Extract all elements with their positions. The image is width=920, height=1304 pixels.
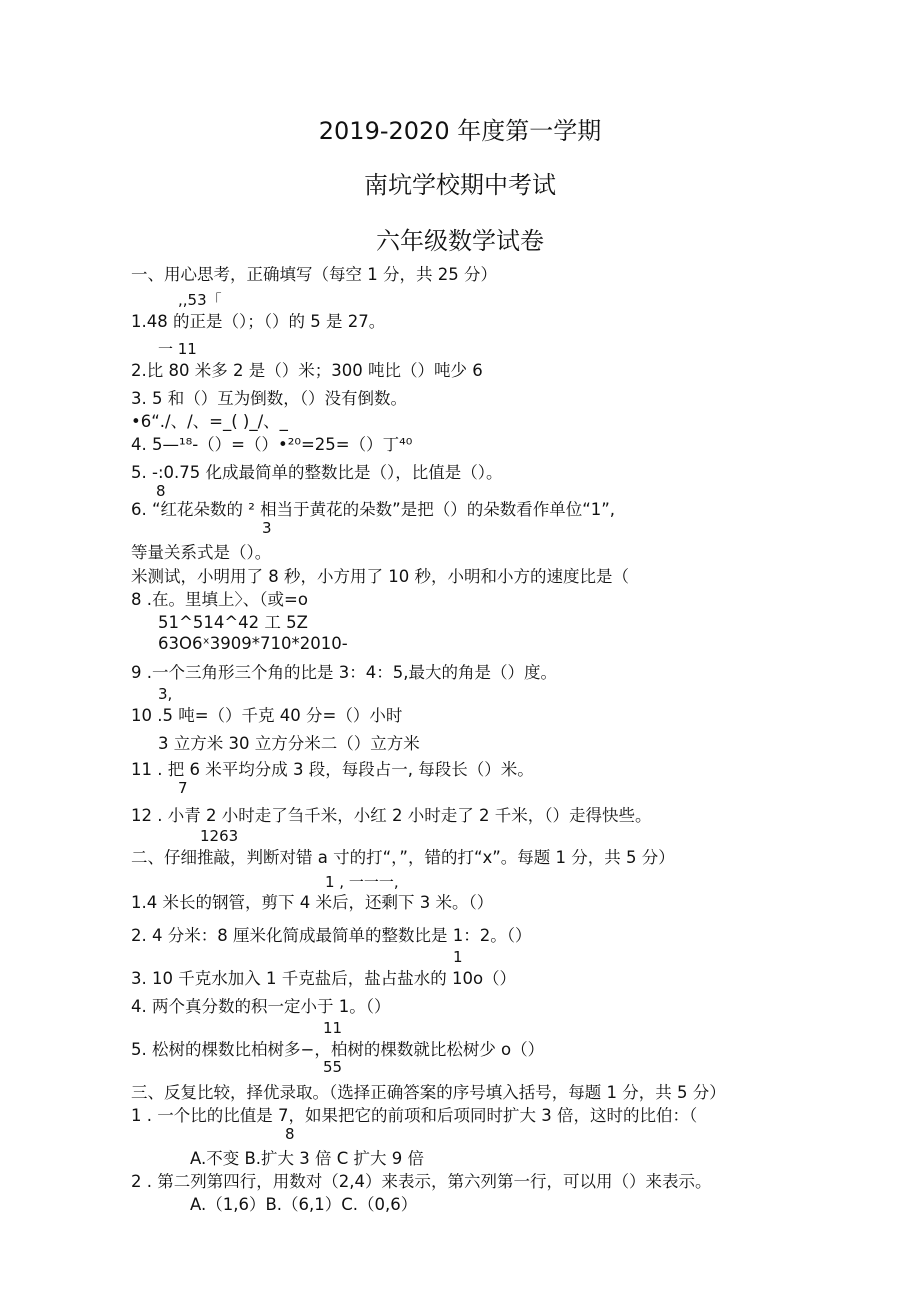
question-4-fragment: •6“./、/、=_( )_/、_ <box>131 412 288 431</box>
fraction-fragment: 1263 <box>200 827 239 845</box>
fraction-fragment: 3, <box>158 685 173 703</box>
choice-question-2-options: A.（1,6）B.（6,1）C.（0,6） <box>190 1195 418 1214</box>
choice-question-1-options: A.不变 B.扩大 3 倍 C 扩大 9 倍 <box>190 1149 425 1168</box>
fraction-fragment: 7 <box>178 779 188 797</box>
question-7: 米测试，小明用了 8 秒，小方用了 10 秒，小明和小方的速度比是（ <box>131 567 629 586</box>
exam-title-school: 南坑学校期中考试 <box>364 171 556 199</box>
fraction-fragment: 11 <box>323 1019 343 1037</box>
choice-question-2: 2 . 第二列第四行，用数对（2,4）来表示，第六列第一行，可以用（）来表示。 <box>131 1172 712 1191</box>
fraction-fragment: 1 , 一一一, <box>325 873 399 891</box>
judge-question-4: 4. 两个真分数的积一定小于 1。（） <box>131 997 391 1016</box>
question-11: 11 . 把 6 米平均分成 3 段，每段占一, 每段长（）米。 <box>131 760 534 779</box>
section-1-heading: 一、用心思考，正确填写（每空 1 分，共 25 分） <box>131 265 497 284</box>
fraction-fragment: 1 <box>453 948 463 966</box>
question-8-row-2: 63O6ˣ3909*710*2010- <box>158 634 348 653</box>
question-12: 12 . 小青 2 小时走了刍千米，小红 2 小时走了 2 千米，（）走得快些。 <box>131 806 652 825</box>
judge-question-2: 2. 4 分米：8 厘米化简成最简单的整数比是 1：2。（） <box>131 926 532 945</box>
question-9: 9 .一个三角形三个角的比是 3：4：5,最大的角是（）度。 <box>131 663 557 682</box>
question-4: 4. 5—¹⁸-（）=（）•²⁰=25=（）丁⁴⁰ <box>131 435 413 454</box>
section-2-heading: 二、仔细推敲，判断对错 a 寸的打“，”，错的打“x”。每题 1 分，共 5 分） <box>131 848 675 867</box>
choice-question-1: 1 . 一个比的比值是 7，如果把它的前项和后项同时扩大 3 倍，这时的比伯：（ <box>131 1106 698 1125</box>
fraction-fragment: 8 <box>285 1125 295 1143</box>
exam-title-grade: 六年级数学试卷 <box>376 227 544 255</box>
fraction-fragment: 8 <box>156 482 166 500</box>
fraction-fragment: 3 <box>262 519 272 537</box>
fraction-fragment: ,,53「 <box>178 291 222 309</box>
question-10-continued: 3 立方米 30 立方分米二（）立方米 <box>158 734 420 753</box>
question-2: 2.比 80 米多 2 是（）米；300 吨比（）吨少 6 <box>131 361 483 380</box>
question-3: 3. 5 和（）互为倒数，（）没有倒数。 <box>131 389 407 408</box>
section-3-heading: 三、反复比较，择优录取。（选择正确答案的序号填入括号，每题 1 分，共 5 分） <box>131 1083 726 1102</box>
question-8: 8 .在。里填上〉、（或=o <box>131 590 308 609</box>
question-10: 10 .5 吨=（）千克 40 分=（）小时 <box>131 706 403 725</box>
judge-question-3: 3. 10 千克水加入 1 千克盐后，盐占盐水的 10o（） <box>131 969 517 988</box>
judge-question-5: 5. 松树的棵数比柏树多−，柏树的棵数就比松树少 o（） <box>131 1040 545 1059</box>
exam-title-year: 2019-2020 年度第一学期 <box>318 117 602 145</box>
fraction-fragment: 55 <box>323 1058 343 1076</box>
question-1: 1.48 的正是（）；（）的 5 是 27。 <box>131 312 386 331</box>
question-8-row-1: 51^514^42 工 5Z <box>158 613 308 632</box>
question-6: 6. “红花朵数的 ² 相当于黄花的朵数”是把（）的朵数看作单位“1”, <box>131 500 616 519</box>
fraction-fragment: 一 11 <box>158 340 197 358</box>
question-5: 5. -:0.75 化成最简单的整数比是（），比值是（）。 <box>131 463 503 482</box>
question-6-continued: 等量关系式是（）。 <box>131 543 272 562</box>
judge-question-1: 1.4 米长的钢管，剪下 4 米后，还剩下 3 米。（） <box>131 893 494 912</box>
